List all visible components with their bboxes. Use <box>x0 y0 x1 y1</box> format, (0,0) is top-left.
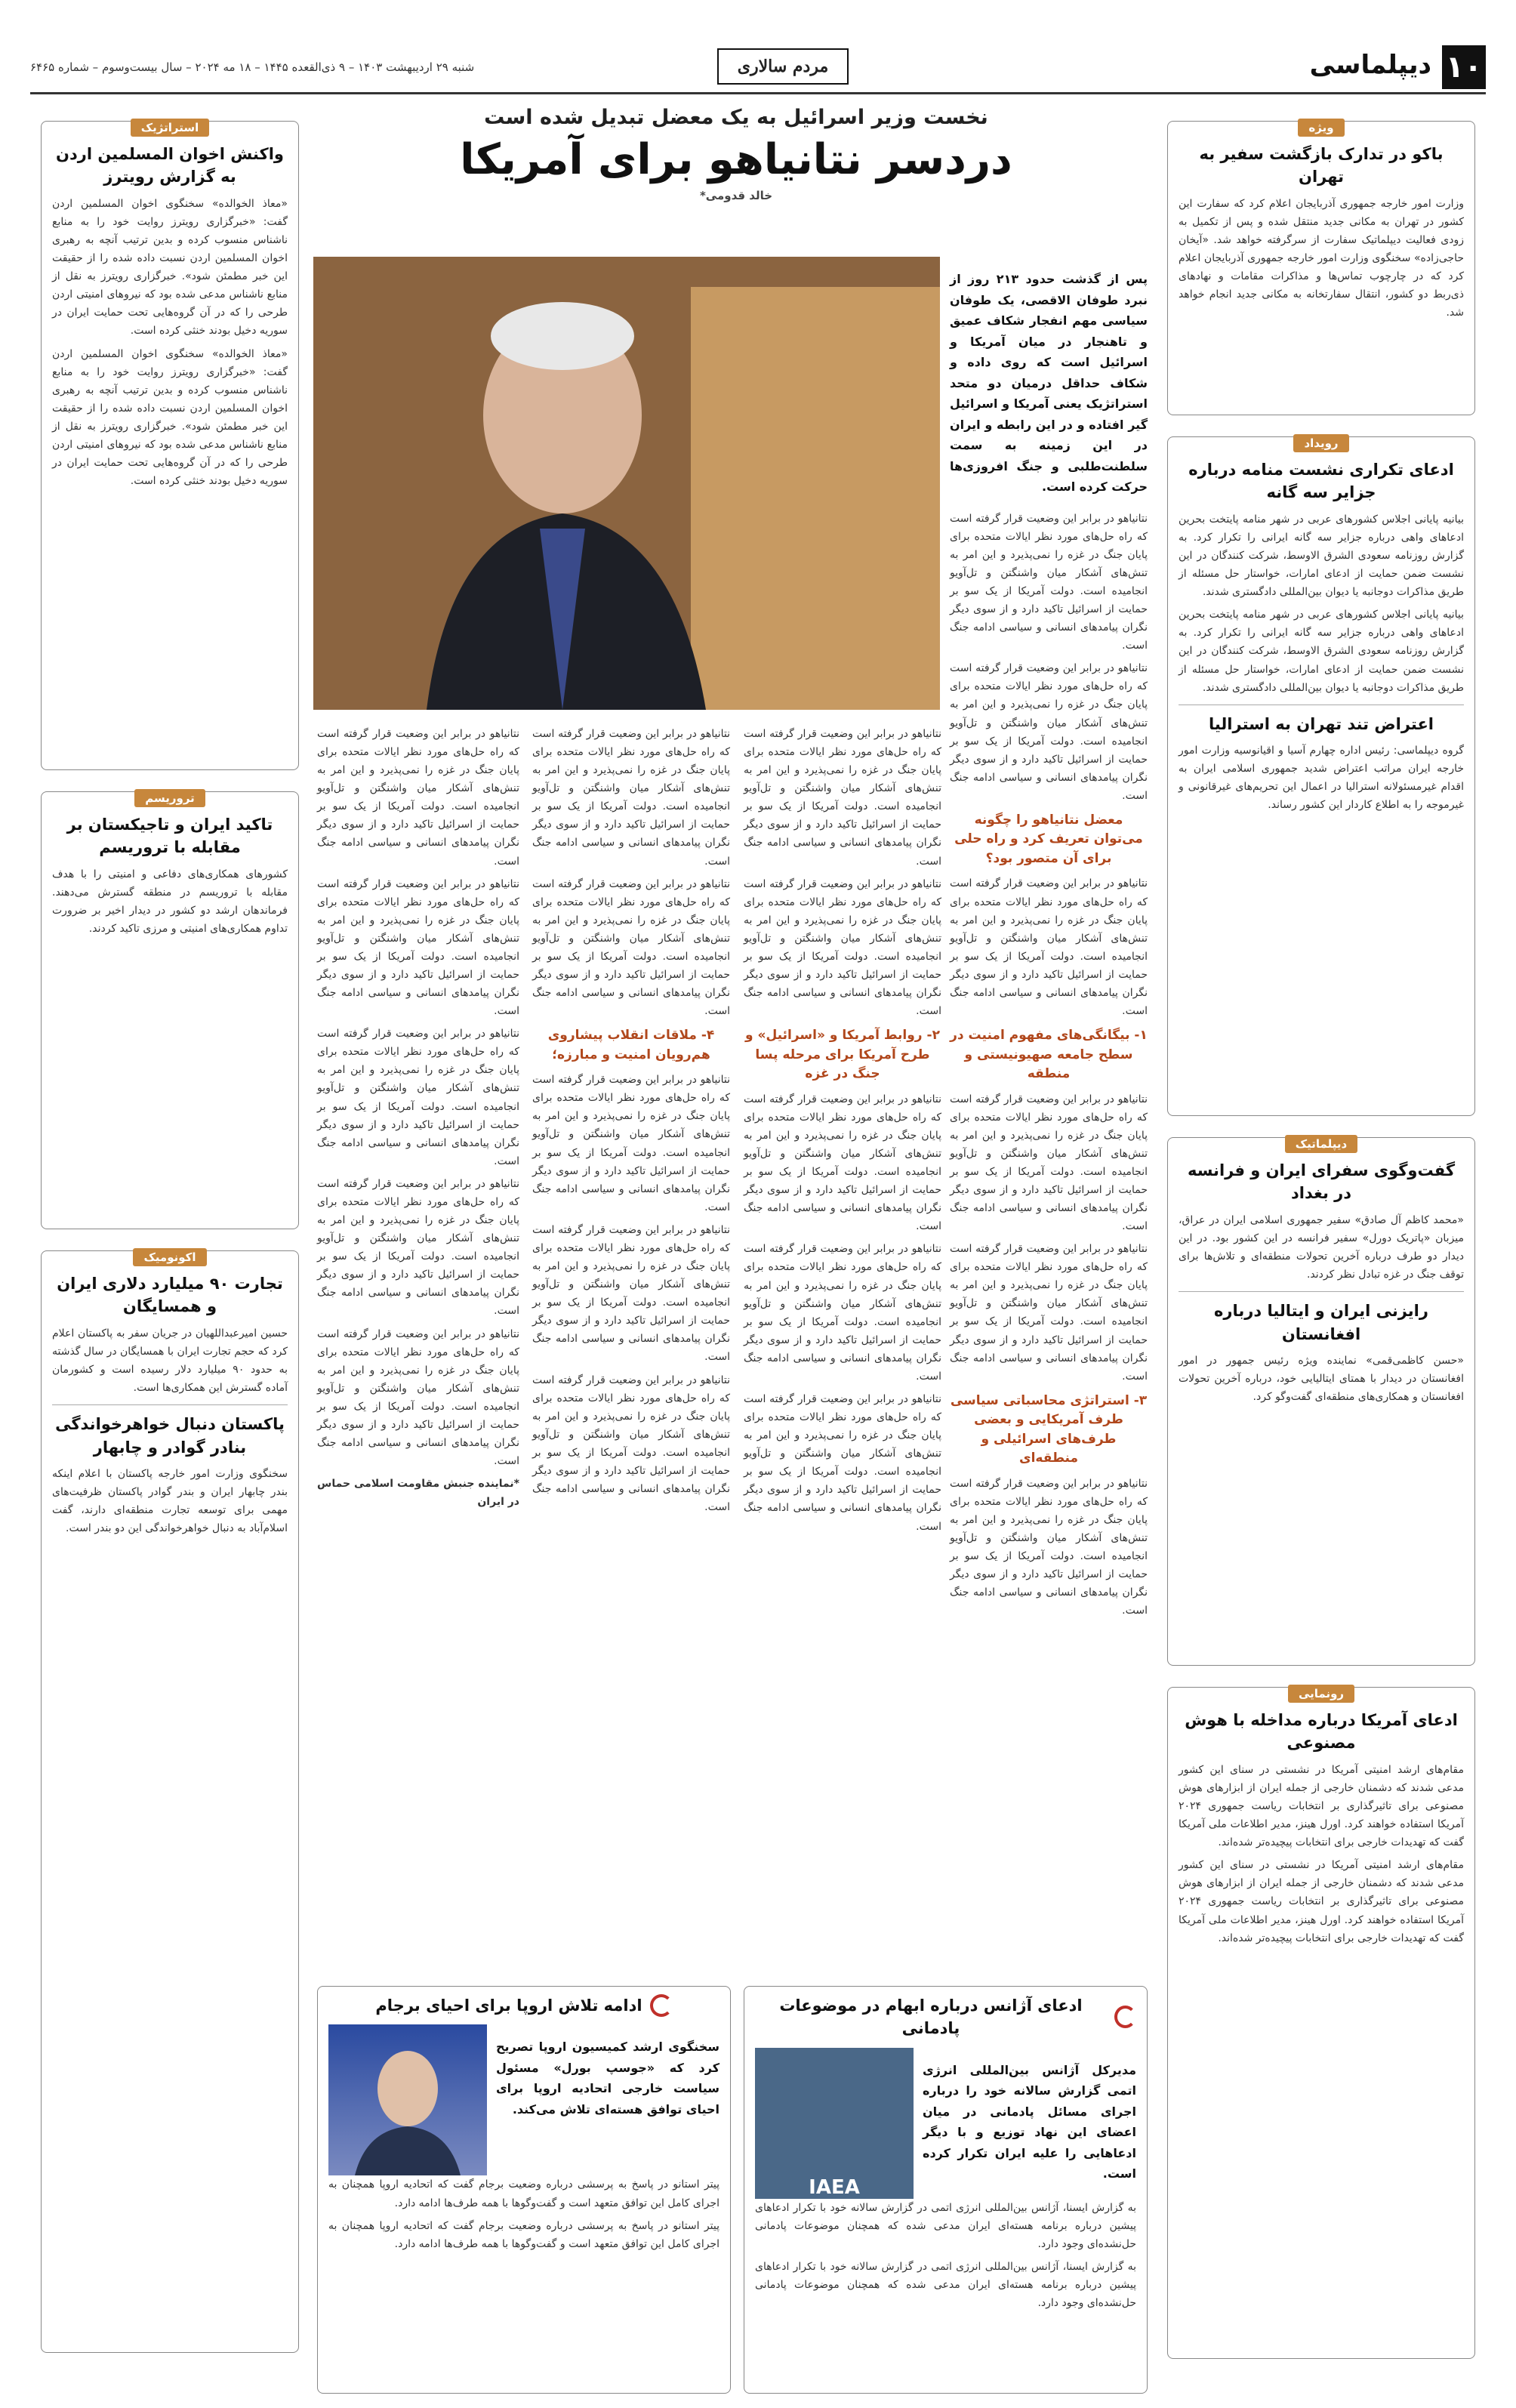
article-title[interactable]: رایزنی ایران و ایتالیا درباره افغانستان <box>1214 1302 1428 1343</box>
article-subheading: معضل نتانیاهو را چگونه می‌توان تعریف کرد و راه حلی برای آن متصور بود؟ <box>954 812 1143 866</box>
category-tag: تروریسم <box>134 789 205 807</box>
article-body: نتانیاهو در برابر این وضعیت قرار گرفته است که راه حل‌های مورد نظر ایالات متحده برای پایان جنگ در غزه را نمی‌پذیرد و این امر به تنش‌های آشکار میان واشنگتن و تل‌آویو انجامیده است. دولت آمریکا از یک سو بر حمایت از اسرائیل تاکید دارد و از سوی دیگر نگران پیامدهای انسانی و سیاسی ادامه جنگ است. <box>532 1074 730 1213</box>
article-body: نتانیاهو در برابر این وضعیت قرار گرفته است که راه حل‌های مورد نظر ایالات متحده برای پایان جنگ در غزه را نمی‌پذیرد و این امر به تنش‌های آشکار میان واشنگتن و تل‌آویو انجامیده است. دولت آمریکا از یک سو بر حمایت از اسرائیل تاکید دارد و از سوی دیگر نگران پیامدهای انسانی و سیاسی ادامه جنگ است. <box>744 1393 941 1533</box>
article-body: به گزارش ایسنا، آژانس بین‌المللی انرژی اتمی در گزارش سالانه خود با تکرار ادعاهای پیشین درباره برنامه هسته‌ای ایران مدعی شده که همچنان موضوعات پادمانی حل‌نشده‌ای وجود دارد. <box>755 2261 1136 2310</box>
body-column <box>744 725 941 1540</box>
body-column <box>317 725 519 1515</box>
category-tag: استراتژیک <box>131 119 209 137</box>
article-body: نتانیاهو در برابر این وضعیت قرار گرفته است که راه حل‌های مورد نظر ایالات متحده برای پایان جنگ در غزه را نمی‌پذیرد و این امر به تنش‌های آشکار میان واشنگتن و تل‌آویو انجامیده است. دولت آمریکا از یک سو بر حمایت از اسرائیل تاکید دارد و از سوی دیگر نگران پیامدهای انسانی و سیاسی ادامه جنگ است. <box>950 1477 1148 1617</box>
news-box-iaea <box>744 1986 1148 2394</box>
article-body: نتانیاهو در برابر این وضعیت قرار گرفته است که راه حل‌های مورد نظر ایالات متحده برای پایان جنگ در غزه را نمی‌پذیرد و این امر به تنش‌های آشکار میان واشنگتن و تل‌آویو انجامیده است. دولت آمریکا از یک سو بر حمایت از اسرائیل تاکید دارد و از سوی دیگر نگران پیامدهای انسانی و سیاسی ادامه جنگ است. <box>950 662 1148 802</box>
divider <box>52 1404 288 1405</box>
article-body: حسین امیرعبداللهیان در جریان سفر به پاکستان اعلام کرد که حجم تجارت ایران با همسایگان در سال گذشته به حدود ۹۰ میلیارد دلار رسیده است و کشورمان آماده گسترش این همکاری‌ها است. <box>52 1327 288 1395</box>
box-header <box>328 1994 719 2017</box>
article-body: «حسن کاظمی‌قمی» نماینده ویژه رئیس جمهور در امور افغانستان در دیدار با همتای ایتالیایی خود، درباره آخرین تحولات افغانستان و همکاری‌های منطقه‌ای گفت‌وگو کرد. <box>1179 1355 1464 1404</box>
article-body: نتانیاهو در برابر این وضعیت قرار گرفته است که راه حل‌های مورد نظر ایالات متحده برای پایان جنگ در غزه را نمی‌پذیرد و این امر به تنش‌های آشکار میان واشنگتن و تل‌آویو انجامیده است. دولت آمریکا از یک سو بر حمایت از اسرائیل تاکید دارد و از سوی دیگر نگران پیامدهای انسانی و سیاسی ادامه جنگ است. <box>744 1093 941 1233</box>
main-article <box>317 106 1155 202</box>
article-body: وزارت امور خارجه جمهوری آذربایجان اعلام کرد که سفارت این کشور در تهران به مکانی جدید منتقل شده و پس از تکمیل به زودی فعالیت دیپلماتیک سفارت از سرگرفته خواهد شد. «آیخان حاجی‌زاده» سخنگوی وزارت امور خارجه جمهوری آذربایجان اعلام کرد که در چارچوب تماس‌ها و مذاکرات مقامات و نهادهای ذی‌ربط دو کشور، انتقال سفارتخانه به مکانی جدید انجام خواهد شد. <box>1179 197 1464 319</box>
page-header <box>30 45 1486 94</box>
article-body: نتانیاهو در برابر این وضعیت قرار گرفته است که راه حل‌های مورد نظر ایالات متحده برای پایان جنگ در غزه را نمی‌پذیرد و این امر به تنش‌های آشکار میان واشنگتن و تل‌آویو انجامیده است. دولت آمریکا از یک سو بر حمایت از اسرائیل تاکید دارد و از سوی دیگر نگران پیامدهای انسانی و سیاسی ادامه جنگ است. <box>532 877 730 1018</box>
article-title[interactable]: گفت‌وگوی سفرای ایران و فرانسه در بغداد <box>1187 1161 1456 1203</box>
article-lead: مدیرکل آژانس بین‌المللی انرژی اتمی گزارش سالانه خود را درباره اجرای مسائل پادمانی در میان اعضای این نهاد توزیع و با دیگر ادعاهایی را علیه ایران تکرار کرده است. <box>923 2062 1136 2181</box>
article-body: گروه دیپلماسی: رئیس اداره چهارم آسیا و اقیانوسیه وزارت امور خارجه ایران مراتب اعتراض شدید جمهوری اسلامی ایران به اقدام غیرمسئولانه استرالیا در اعمال این تحریم‌های غیرقانونی و غیرموجه را به اطلاع کاردار این کشور رساند. <box>1179 745 1464 812</box>
article-body: پیتر استانو در پاسخ به پرسشی درباره وضعیت برجام گفت که اتحادیه اروپا همچنان به اجرای کامل این توافق متعهد است و گفت‌وگوها با همه طرف‌ها ادامه دارد. <box>328 2219 719 2250</box>
article-body: نتانیاهو در برابر این وضعیت قرار گرفته است که راه حل‌های مورد نظر ایالات متحده برای پایان جنگ در غزه را نمی‌پذیرد و این امر به تنش‌های آشکار میان واشنگتن و تل‌آویو انجامیده است. دولت آمریکا از یک سو بر حمایت از اسرائیل تاکید دارد و از سوی دیگر نگران پیامدهای انسانی و سیاسی ادامه جنگ است. <box>317 728 519 868</box>
category-tag: اکونومیک <box>133 1248 206 1266</box>
article-body: نتانیاهو در برابر این وضعیت قرار گرفته است که راه حل‌های مورد نظر ایالات متحده برای پایان جنگ در غزه را نمی‌پذیرد و این امر به تنش‌های آشکار میان واشنگتن و تل‌آویو انجامیده است. دولت آمریکا از یک سو بر حمایت از اسرائیل تاکید دارد و از سوی دیگر نگران پیامدهای انسانی و سیاسی ادامه جنگ است. <box>950 1243 1148 1383</box>
article-byline: خالد قدومی* <box>699 189 773 202</box>
article-subheading: ۲- روابط آمریکا و «اسرائیل» و طرح آمریکا برای مرحله پسا جنگ در غزه <box>745 1028 940 1082</box>
netanyahu-photo <box>313 257 940 710</box>
article-title[interactable]: باکو در تدارک بازگشت سفیر به تهران <box>1199 145 1444 187</box>
left-column <box>30 113 310 2379</box>
news-box <box>41 791 299 1229</box>
iaea-photo <box>755 2048 914 2199</box>
lead-column <box>950 257 1148 1624</box>
article-body: نتانیاهو در برابر این وضعیت قرار گرفته است که راه حل‌های مورد نظر ایالات متحده برای پایان جنگ در غزه را نمی‌پذیرد و این امر به تنش‌های آشکار میان واشنگتن و تل‌آویو انجامیده است. دولت آمریکا از یک سو بر حمایت از اسرائیل تاکید دارد و از سوی دیگر نگران پیامدهای انسانی و سیاسی ادامه جنگ است. <box>532 1374 730 1514</box>
article-body: نتانیاهو در برابر این وضعیت قرار گرفته است که راه حل‌های مورد نظر ایالات متحده برای پایان جنگ در غزه را نمی‌پذیرد و این امر به تنش‌های آشکار میان واشنگتن و تل‌آویو انجامیده است. دولت آمریکا از یک سو بر حمایت از اسرائیل تاکید دارد و از سوی دیگر نگران پیامدهای انسانی و سیاسی ادامه جنگ است. <box>532 1223 730 1364</box>
article-title[interactable]: اعتراض تند تهران به استرالیا <box>1208 714 1434 733</box>
bullet-icon <box>650 1994 673 2017</box>
article-body: نتانیاهو در برابر این وضعیت قرار گرفته است که راه حل‌های مورد نظر ایالات متحده برای پایان جنگ در غزه را نمی‌پذیرد و این امر به تنش‌های آشکار میان واشنگتن و تل‌آویو انجامیده است. دولت آمریکا از یک سو بر حمایت از اسرائیل تاکید دارد و از سوی دیگر نگران پیامدهای انسانی و سیاسی ادامه جنگ است. <box>950 1093 1148 1233</box>
section-title: دیپلماسی <box>1309 50 1431 80</box>
article-body: مقام‌های ارشد امنیتی آمریکا در نشستی در سنای این کشور مدعی شدند که دشمنان خارجی از جمله ایران از ابزارهای هوش مصنوعی برای تاثیرگذاری بر انتخابات ریاست جمهوری ۲۰۲۴ آمریکا استفاده خواهند کرد. اورل هینز، مدیر اطلاعات ملی آمریکا گفت که تهدیدات خارجی برای انتخابات پیچیده‌تر شده‌اند. <box>1179 1763 1464 1849</box>
news-box <box>1167 121 1475 415</box>
newspaper-logo: مردم سالاری <box>717 48 849 85</box>
article-subheading: ۱- بیگانگی‌های مفهوم امنیت در سطح جامعه صهیونیستی و منطقه <box>950 1028 1148 1082</box>
article-body: «محمد کاظم آل صادق» سفیر جمهوری اسلامی ایران در عراق، میزبان «پاتریک دورل» سفیر فرانسه در این کشور بود. در این دیدار دو طرف درباره آخرین تحولات منطقه‌ای و تلاش‌ها برای توقف جنگ در غزه تبادل نظر کردند. <box>1179 1213 1464 1281</box>
article-title[interactable]: تاکید ایران و تاجیکستان بر مقابله با تروریسم <box>66 816 273 857</box>
news-box-jcpoa <box>317 1986 731 2394</box>
article-body: نتانیاهو در برابر این وضعیت قرار گرفته است که راه حل‌های مورد نظر ایالات متحده برای پایان جنگ در غزه را نمی‌پذیرد و این امر به تنش‌های آشکار میان واشنگتن و تل‌آویو انجامیده است. دولت آمریکا از یک سو بر حمایت از اسرائیل تاکید دارد و از سوی دیگر نگران پیامدهای انسانی و سیاسی ادامه جنگ است. <box>744 1243 941 1383</box>
article-title[interactable]: واکنش اخوان المسلمین اردن به گزارش رویترز <box>56 145 284 187</box>
article-lead: پس از گذشت حدود ۲۱۳ روز از نبرد طوفان الاقصی، یک طوفان سیاسی مهم انفجار شکاف عمیق و تاهنجار در میان آمریکا و اسرائیل است که روی داده و شکاف حداقل درمیان دو متحد استراتژیک یعنی آمریکا و اسرائیل گیر افتاده و در این رابطه و ایران در این زمینه به سمت سلطنت‌طلبی و جنگ افروزی‌ها حرکت کرده است. <box>950 272 1148 495</box>
divider <box>1179 1291 1464 1292</box>
article-body: نتانیاهو در برابر این وضعیت قرار گرفته است که راه حل‌های مورد نظر ایالات متحده برای پایان جنگ در غزه را نمی‌پذیرد و این امر به تنش‌های آشکار میان واشنگتن و تل‌آویو انجامیده است. دولت آمریکا از یک سو بر حمایت از اسرائیل تاکید دارد و از سوی دیگر نگران پیامدهای انسانی و سیاسی ادامه جنگ است. <box>317 1327 519 1468</box>
article-body: «معاذ الخوالده» سخنگوی اخوان المسلمین اردن گفت: «خبرگزاری رویترز روایت خود را به منابع ناشناس منسوب کرده و بدین ترتیب آنچه به رهبری اخوان المسلمین اردن نسبت داده شده را از حقیقت این خبر مطمئن شود». خبرگزاری رویترز به نقل از منابع ناشناس مدعی شده بود که نیروهای امنیتی اردن طرحی را که در آن گروه‌هایی تحت حمایت ایران در سوریه دخیل بودند خنثی کرده است. <box>52 197 288 338</box>
right-column <box>1157 113 1486 2379</box>
box-content <box>328 2024 719 2175</box>
article-body: سخنگوی وزارت امور خارجه پاکستان با اعلام اینکه بندر چابهار ایران و بندر گوادر پاکستان ظرفیت‌های مهمی برای توسعه تجارت منطقه‌ای دارند، گفت اسلام‌آباد به دنبال خواهرخواندگی این دو بندر است. <box>52 1468 288 1535</box>
article-body: مقام‌های ارشد امنیتی آمریکا در نشستی در سنای این کشور مدعی شدند که دشمنان خارجی از جمله ایران از ابزارهای هوش مصنوعی برای تاثیرگذاری بر انتخابات ریاست جمهوری ۲۰۲۴ آمریکا استفاده خواهند کرد. اورل هینز، مدیر اطلاعات ملی آمریکا گفت که تهدیدات خارجی برای انتخابات پیچیده‌تر شده‌اند. <box>1179 1859 1464 1944</box>
category-tag: دیپلماتیک <box>1285 1135 1357 1153</box>
article-body: نتانیاهو در برابر این وضعیت قرار گرفته است که راه حل‌های مورد نظر ایالات متحده برای پایان جنگ در غزه را نمی‌پذیرد و این امر به تنش‌های آشکار میان واشنگتن و تل‌آویو انجامیده است. دولت آمریکا از یک سو بر حمایت از اسرائیل تاکید دارد و از سوی دیگر نگران پیامدهای انسانی و سیاسی ادامه جنگ است. <box>744 728 941 868</box>
article-subheading: ۳- استراتژی محاسباتی سیاسی طرف آمریکایی و بعضی طرف‌های اسرائیلی و منطقه‌ای <box>950 1392 1148 1466</box>
spokesperson-photo <box>328 2024 487 2175</box>
article-kicker: نخست وزیر اسرائیل به یک معضل تبدیل شده است <box>484 106 988 129</box>
news-box <box>1167 1137 1475 1666</box>
article-title[interactable]: پاکستان دنبال خواهرخواندگی بنادر گوادر و چابهار <box>55 1415 285 1457</box>
news-box <box>1167 1687 1475 2359</box>
article-footnote: *نماینده جنبش مقاومت اسلامی حماس در ایران <box>317 1478 519 1509</box>
bullet-icon <box>1114 2006 1136 2028</box>
article-body: نتانیاهو در برابر این وضعیت قرار گرفته است که راه حل‌های مورد نظر ایالات متحده برای پایان جنگ در غزه را نمی‌پذیرد و این امر به تنش‌های آشکار میان واشنگتن و تل‌آویو انجامیده است. دولت آمریکا از یک سو بر حمایت از اسرائیل تاکید دارد و از سوی دیگر نگران پیامدهای انسانی و سیاسی ادامه جنگ است. <box>744 877 941 1018</box>
article-body: نتانیاهو در برابر این وضعیت قرار گرفته است که راه حل‌های مورد نظر ایالات متحده برای پایان جنگ در غزه را نمی‌پذیرد و این امر به تنش‌های آشکار میان واشنگتن و تل‌آویو انجامیده است. دولت آمریکا از یک سو بر حمایت از اسرائیل تاکید دارد و از سوی دیگر نگران پیامدهای انسانی و سیاسی ادامه جنگ است. <box>950 877 1148 1017</box>
category-tag: رویداد <box>1293 434 1348 452</box>
category-tag: رونمایی <box>1288 1685 1354 1703</box>
article-body: نتانیاهو در برابر این وضعیت قرار گرفته است که راه حل‌های مورد نظر ایالات متحده برای پایان جنگ در غزه را نمی‌پذیرد و این امر به تنش‌های آشکار میان واشنگتن و تل‌آویو انجامیده است. دولت آمریکا از یک سو بر حمایت از اسرائیل تاکید دارد و از سوی دیگر نگران پیامدهای انسانی و سیاسی ادامه جنگ است. <box>950 512 1148 652</box>
article-body: نتانیاهو در برابر این وضعیت قرار گرفته است که راه حل‌های مورد نظر ایالات متحده برای پایان جنگ در غزه را نمی‌پذیرد و این امر به تنش‌های آشکار میان واشنگتن و تل‌آویو انجامیده است. دولت آمریکا از یک سو بر حمایت از اسرائیل تاکید دارد و از سوی دیگر نگران پیامدهای انسانی و سیاسی ادامه جنگ است. <box>317 877 519 1018</box>
article-headline[interactable]: دردسر نتانیاهو برای آمریکا <box>460 135 1012 184</box>
article-title[interactable]: ادامه تلاش اروپا برای احیای برجام <box>375 1996 642 2015</box>
article-body: پیتر استانو در پاسخ به پرسشی درباره وضعیت برجام گفت که اتحادیه اروپا همچنان به اجرای کامل این توافق متعهد است و گفت‌وگوها با همه طرف‌ها ادامه دارد. <box>328 2178 719 2209</box>
dateline: شنبه ۲۹ اردیبهشت ۱۴۰۳ – ۹ ذی‌القعده ۱۴۴۵ – ۱۸ مه ۲۰۲۴ – سال بیست‌وسوم – شماره ۶۴۶۵ <box>30 60 475 74</box>
box-header <box>755 1994 1136 2040</box>
portrait-image <box>328 2024 487 2175</box>
category-tag: ویژه <box>1298 119 1344 137</box>
article-title[interactable]: ادعای آژانس درباره ابهام در موضوعات پادمانی <box>779 1996 1083 2038</box>
box-content <box>755 2048 1136 2199</box>
article-title[interactable]: ادعای تکراری نشست منامه درباره جزایر سه گانه <box>1188 461 1454 502</box>
photo-caption: IAEA <box>809 2175 860 2199</box>
news-box <box>41 121 299 770</box>
page-number: ۱۰ <box>1442 45 1486 89</box>
article-subheading: ۴- ملاقات انقلاب پیشاروی هم‌رویان امنیت و مبارزه؛ <box>547 1028 715 1062</box>
portrait-image <box>313 257 940 710</box>
article-body: بیانیه پایانی اجلاس کشورهای عربی در شهر منامه پایتخت بحرین ادعاهای واهی درباره جزایر سه گانه ایرانی را تکرار کرد. به گزارش روزنامه سعودی الشرق الاوسط، شرکت کنندگان در این نشست ضمن حمایت از ادعای امارات، خواستار حل مسئله از طریق مذاکرات دوجانبه یا دیوان بین‌المللی دادگستری شدند. <box>1179 513 1464 599</box>
article-body: کشورهای همکاری‌های دفاعی و امنیتی را با هدف مقابله با تروریسم در منطقه گسترش می‌دهند. فرماندهان ارشد دو کشور در دیدار اخیر بر ضرورت تداوم همکاری‌های امنیتی و مرزی تاکید کردند. <box>52 868 288 936</box>
article-title[interactable]: ادعای آمریکا درباره مداخله با هوش مصنوعی <box>1185 1711 1458 1753</box>
article-lead: سخنگوی ارشد کمیسیون اروپا تصریح کرد که «جوسپ بورل» مسئول سیاست خارجی اتحادیه اروپا برای احیای توافق هسته‌ای تلاش می‌کند. <box>496 2040 719 2117</box>
news-box <box>1167 436 1475 1116</box>
article-body: نتانیاهو در برابر این وضعیت قرار گرفته است که راه حل‌های مورد نظر ایالات متحده برای پایان جنگ در غزه را نمی‌پذیرد و این امر به تنش‌های آشکار میان واشنگتن و تل‌آویو انجامیده است. دولت آمریکا از یک سو بر حمایت از اسرائیل تاکید دارد و از سوی دیگر نگران پیامدهای انسانی و سیاسی ادامه جنگ است. <box>317 1177 519 1318</box>
body-column <box>532 725 730 1521</box>
article-body: نتانیاهو در برابر این وضعیت قرار گرفته است که راه حل‌های مورد نظر ایالات متحده برای پایان جنگ در غزه را نمی‌پذیرد و این امر به تنش‌های آشکار میان واشنگتن و تل‌آویو انجامیده است. دولت آمریکا از یک سو بر حمایت از اسرائیل تاکید دارد و از سوی دیگر نگران پیامدهای انسانی و سیاسی ادامه جنگ است. <box>317 1028 519 1167</box>
article-title[interactable]: تجارت ۹۰ میلیارد دلاری ایران و همسایگان <box>57 1275 283 1316</box>
news-box <box>41 1250 299 2353</box>
article-body: به گزارش ایسنا، آژانس بین‌المللی انرژی اتمی در گزارش سالانه خود با تکرار ادعاهای پیشین درباره برنامه هسته‌ای ایران مدعی شده که همچنان موضوعات پادمانی حل‌نشده‌ای وجود دارد. <box>755 2201 1136 2251</box>
article-body: «معاذ الخوالده» سخنگوی اخوان المسلمین اردن گفت: «خبرگزاری رویترز روایت خود را به منابع ناشناس منسوب کرده و بدین ترتیب آنچه به رهبری اخوان المسلمین اردن نسبت داده شده را از حقیقت این خبر مطمئن شود». خبرگزاری رویترز به نقل از منابع ناشناس مدعی شده بود که نیروهای امنیتی اردن طرحی را که در آن گروه‌هایی تحت حمایت ایران در سوریه دخیل بودند خنثی کرده است. <box>52 347 288 488</box>
article-body: نتانیاهو در برابر این وضعیت قرار گرفته است که راه حل‌های مورد نظر ایالات متحده برای پایان جنگ در غزه را نمی‌پذیرد و این امر به تنش‌های آشکار میان واشنگتن و تل‌آویو انجامیده است. دولت آمریکا از یک سو بر حمایت از اسرائیل تاکید دارد و از سوی دیگر نگران پیامدهای انسانی و سیاسی ادامه جنگ است. <box>532 728 730 868</box>
article-body: بیانیه پایانی اجلاس کشورهای عربی در شهر منامه پایتخت بحرین ادعاهای واهی درباره جزایر سه گانه ایرانی را تکرار کرد. به گزارش روزنامه سعودی الشرق الاوسط، شرکت کنندگان در این نشست ضمن حمایت از ادعای امارات، خواستار حل مسئله از طریق مذاکرات دوجانبه یا دیوان بین‌المللی دادگستری شدند. <box>1179 609 1464 694</box>
